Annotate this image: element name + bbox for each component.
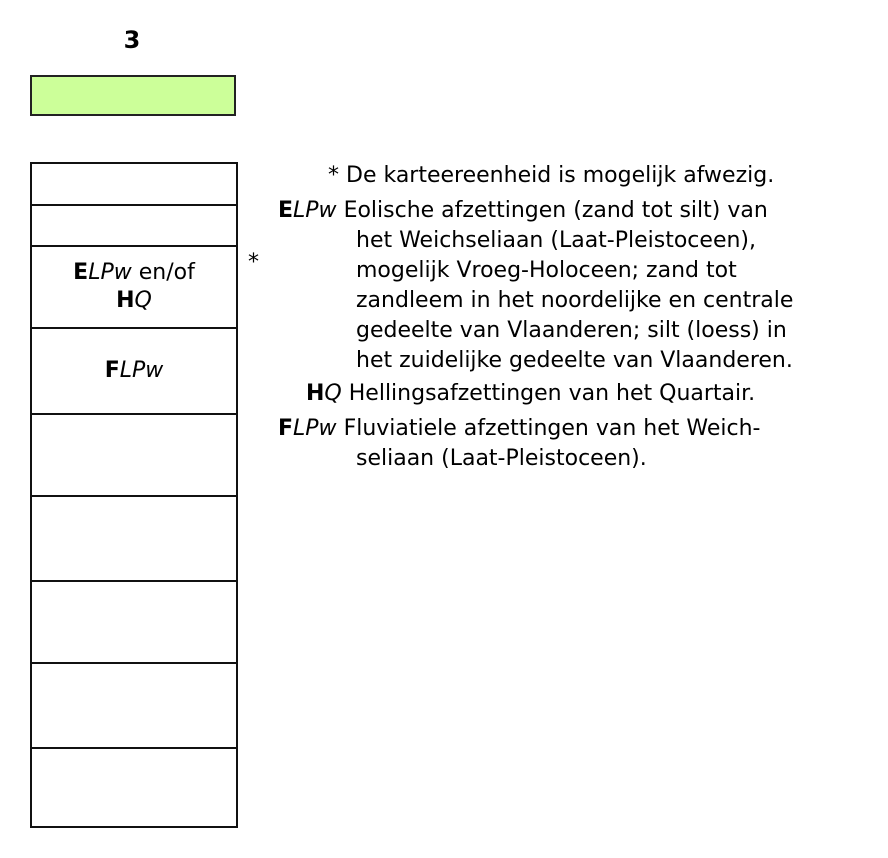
legend-line: mogelijk Vroeg-Holoceen; zand tot <box>356 258 737 283</box>
legend-line: FLPw Fluviatiele afzettingen van het Weich- <box>278 416 761 441</box>
column-cell <box>32 747 236 826</box>
column-cell <box>32 495 236 580</box>
legend-line: zandleem in het noordelijke en centrale <box>356 288 794 313</box>
cell-line: FLPw <box>104 358 164 383</box>
stratigraphic-column <box>30 162 238 828</box>
cell-line: ELPw en/of <box>73 260 195 285</box>
legend-line: het zuidelijke gedeelte van Vlaanderen. <box>356 348 793 373</box>
legend-line: ELPw Eolische afzettingen (zand tot silt) van <box>278 198 768 223</box>
legend-line: gedeelte van Vlaanderen; silt (loess) in <box>356 318 787 343</box>
column-cell <box>32 662 236 747</box>
cell-line: HQ <box>116 288 152 313</box>
legend-line: * De karteereenheid is mogelijk afwezig. <box>328 163 775 188</box>
column-cell-flpw <box>32 327 236 413</box>
column-cell <box>32 413 236 495</box>
top-color-box <box>30 75 236 116</box>
legend-line: het Weichseliaan (Laat-Pleistoceen), <box>356 228 756 253</box>
legend-line: seliaan (Laat-Pleistoceen). <box>356 446 647 471</box>
column-cell <box>32 204 236 245</box>
legend-line: HQ Hellingsafzettingen van het Quartair. <box>306 381 756 406</box>
absence-asterisk: * <box>248 250 259 275</box>
column-cell <box>32 164 236 204</box>
column-number: 3 <box>123 26 141 54</box>
column-cell-elpw-hq <box>32 245 236 327</box>
column-cell <box>32 580 236 662</box>
